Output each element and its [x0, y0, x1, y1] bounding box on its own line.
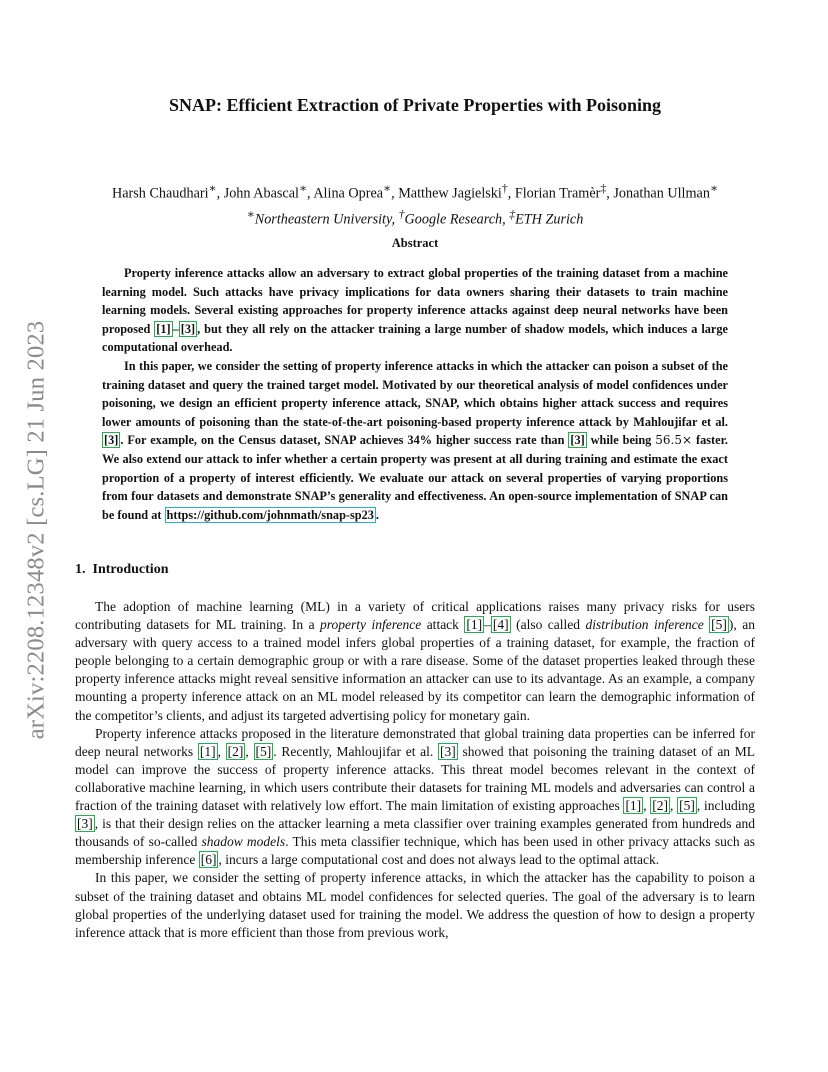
citation-link[interactable]: [4]	[492, 617, 509, 633]
citation-link[interactable]: [3]	[180, 321, 196, 336]
citation-dash: –	[172, 321, 179, 336]
affil-mark: ‡	[600, 181, 607, 195]
affil-mark: ∗	[298, 181, 307, 195]
emphasis: property inference	[320, 617, 422, 633]
abstract-paragraph	[102, 264, 728, 357]
emphasis: shadow models	[201, 834, 286, 850]
author-block	[70, 178, 760, 229]
section-title: Introduction	[92, 562, 169, 577]
body-text: , incurs a large computational cost and does not always lead to the optimal attack.	[218, 852, 660, 868]
citation-link[interactable]: [2]	[227, 743, 244, 759]
body-text: , including	[696, 798, 756, 814]
abstract-text: while being	[586, 433, 656, 448]
body-paragraph	[75, 869, 755, 941]
citation-link[interactable]: [1]	[625, 798, 642, 814]
body-text: ), an adversary with query access to a trained model infers global properties of a training dataset, for example, the fraction of people belonging to a certain demographic group or with a rare disease. Some of the dataset properties leaked through these property inference attacks might reveal sensitive information an attacker can use to its advantage. As an example, a company mounting a property inference attack on an ML model released by its competitor can learn the demographic information of the competitor’s clients, and adjust its targeted advertising policy for monetary gain.	[75, 617, 755, 723]
body-text: . Recently, Mahloujifar et al.	[273, 743, 438, 759]
citation-separator: ,	[245, 743, 254, 759]
citation-separator: ,	[643, 798, 651, 814]
author-separator: ,	[507, 185, 515, 202]
introduction-body	[75, 598, 755, 942]
affiliation-google: Google Research,	[404, 211, 510, 228]
arxiv-id-text: arXiv:2208.12348v2 [cs.LG] 21 Jun 2023	[22, 320, 50, 740]
abstract-body	[102, 264, 728, 524]
affil-mark: ∗	[246, 206, 255, 221]
section-heading	[75, 562, 168, 578]
body-text: . This meta classifier technique, which has been used in other privacy attacks such as membership inference	[75, 834, 755, 868]
citation-link[interactable]: [2]	[652, 798, 669, 814]
abstract-text: , but they all rely on the attacker training a large number of shadow models, which induces a large computational overhead.	[102, 321, 728, 355]
author-separator: ,	[216, 185, 224, 202]
author-separator: ,	[391, 185, 399, 202]
author-separator: ,	[606, 185, 614, 202]
body-paragraph	[75, 725, 755, 870]
citation-link[interactable]: [3]	[570, 433, 585, 448]
author-list	[70, 178, 760, 204]
abstract-paragraph	[102, 357, 728, 524]
citation-separator: ,	[217, 743, 226, 759]
abstract-heading: Abstract	[391, 236, 439, 250]
body-text: The adoption of machine learning (ML) in a variety of critical applications raises many privacy risks for users contributing datasets for ML training. In a	[75, 599, 755, 633]
abstract-text: . For example, on the Census dataset, SNAP achieves 34% higher success rate than	[120, 433, 569, 448]
citation-separator: ,	[670, 798, 678, 814]
affiliation-eth: ETH Zurich	[515, 211, 584, 228]
affil-mark: †	[501, 181, 508, 195]
citation-link[interactable]: [6]	[200, 852, 217, 868]
affil-mark: ∗	[383, 181, 392, 195]
author-name: Florian Tramèr	[514, 185, 601, 202]
speedup-value: 56.5×	[655, 433, 693, 448]
author-name: Alina Oprea	[313, 185, 384, 202]
abstract-text: In this paper, we consider the setting of property inference attacks in which the attacker can poison a subset of the training dataset and query the trained target model. Motivated by our theoretical analysis of model confidences under poisoning, we design an efficient property inference attack, SNAP, which obtains higher attack success and requires lower amounts of poisoning than the state-of-the-art poisoning-based property inference attack by Mahloujifar et al.	[102, 358, 728, 429]
emphasis: distribution inference	[585, 617, 704, 633]
citation-link[interactable]: [5]	[679, 798, 695, 814]
abstract-text: Property inference attacks allow an adversary to extract global properties of the training dataset from a machine learning model. Such attacks have privacy implications for data owners sharing their datasets to train machine learning models. Several existing approaches for property inference attacks against deep neural networks have been proposed	[102, 266, 728, 336]
citation-link[interactable]: [3]	[439, 743, 456, 759]
body-text: Property inference attacks proposed in the literature demonstrated that global training data properties can be inferred for deep neural networks	[75, 725, 755, 759]
citation-link[interactable]: [5]	[255, 743, 272, 759]
affiliation-northeastern: Northeastern University,	[254, 211, 399, 228]
abstract-text: faster. We also extend our attack to infer whether a certain property was present at all during training and estimate the exact proportion of a property of interest efficiently. We evaluate our attack on several properties of varying proportions from four datasets and demonstrate SNAP’s generality and effectiveness. An open-source implementation of SNAP can be found at	[102, 433, 728, 522]
author-name: John Abascal	[223, 185, 299, 202]
body-text: showed that poisoning the training dataset of an ML model can improve the success of property inference attacks. This threat model becomes relevant in the context of collaborative machine learning, in which users contribute their datasets for training ML models and adversaries can control a fraction of the training dataset with relatively low effort. The main limitation of existing approaches	[75, 743, 756, 814]
citation-link[interactable]: [5]	[711, 617, 727, 633]
paper-title: SNAP: Efficient Extraction of Private Properties with Poisoning	[168, 95, 662, 115]
author-separator: ,	[307, 185, 314, 202]
citation-dash: –	[484, 617, 491, 633]
citation-link[interactable]: [1]	[156, 321, 171, 336]
abstract-text: .	[375, 507, 379, 522]
section-number: 1.	[75, 562, 86, 577]
affil-mark: ∗	[709, 181, 718, 195]
author-name: Harsh Chaudhari	[112, 185, 209, 202]
body-text: , is that their design relies on the attacker learning a meta classifier over training examples generated from hundreds and thousands of so-called	[75, 816, 755, 850]
affiliation-list	[70, 204, 760, 230]
body-text: (also called	[510, 617, 586, 633]
citation-link[interactable]: [3]	[104, 433, 119, 448]
citation-link[interactable]: [1]	[199, 743, 216, 759]
github-link[interactable]: https://github.com/johnmath/snap-sp23	[166, 507, 374, 522]
author-name: Matthew Jagielski	[398, 185, 502, 202]
body-text: attack	[421, 617, 465, 633]
affil-mark: †	[398, 206, 405, 221]
author-name: Jonathan Ullman	[613, 185, 710, 202]
citation-link[interactable]: [1]	[466, 617, 483, 633]
arxiv-identifier	[14, 270, 58, 790]
body-text: In this paper, we consider the setting of property inference attacks, in which the attacker has the capability to poison a subset of the training dataset and obtains ML model confidences for selected queries. The goal of the adversary is to learn global properties of the underlying dataset used for training the model. We address the question of how to design a property inference attack that is more efficient than those from previous work,	[75, 870, 755, 940]
affil-mark: ‡	[509, 206, 516, 221]
citation-link[interactable]: [3]	[77, 816, 93, 832]
body-paragraph	[75, 598, 755, 725]
affil-mark: ∗	[208, 181, 217, 195]
